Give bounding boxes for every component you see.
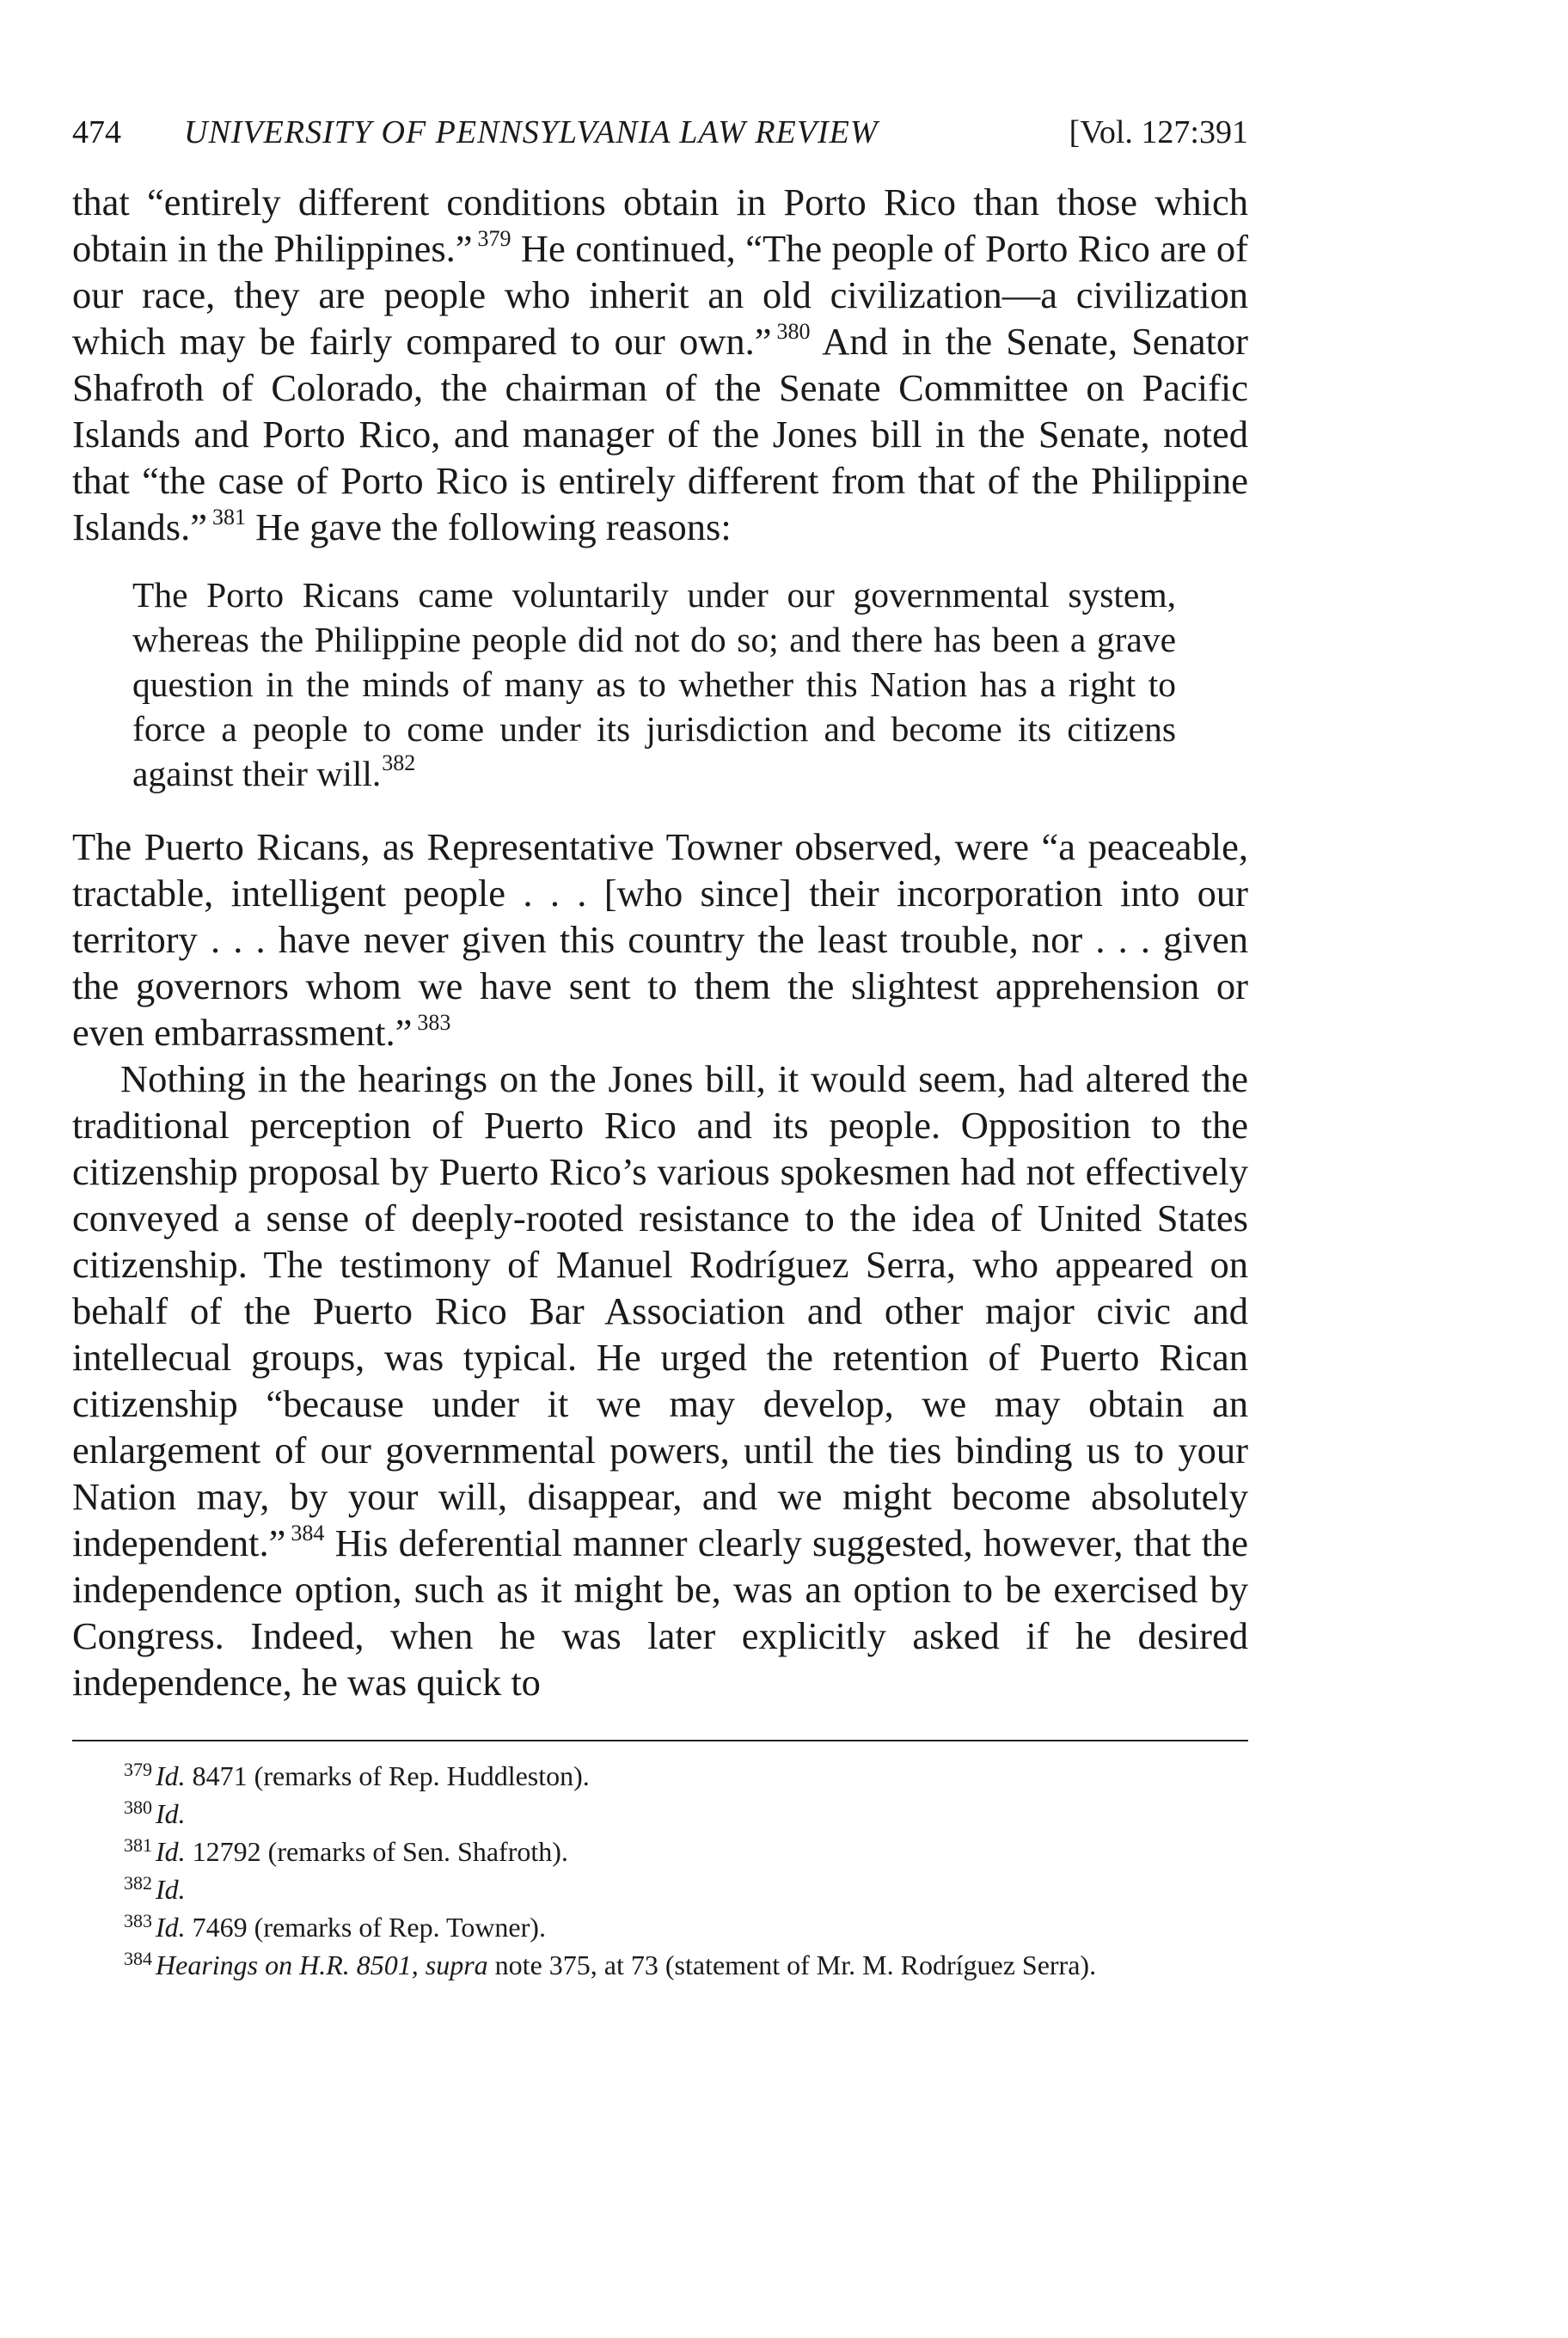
block-quote — [132, 572, 1176, 796]
volume-citation: [Vol. 127:391 — [1069, 114, 1248, 150]
footnote-ref-382[interactable]: 382 — [382, 750, 416, 775]
paragraph-1-text-d: He gave the following reasons: — [255, 505, 732, 548]
footnote-text: 8471 (remarks of Rep. Huddleston). — [185, 1760, 590, 1791]
running-head — [72, 112, 1248, 153]
footnote-italic: Id. — [156, 1760, 186, 1791]
footnote-text: 12792 (remarks of Sen. Shafroth). — [185, 1836, 568, 1867]
footnote-divider — [72, 1740, 1248, 1741]
paragraph-1-text-a: that “entirely different conditions obtain in Porto Rico than those which obtain in the Philippines.” — [72, 181, 1248, 270]
footnote-text: note 375, at 73 (statement of Mr. M. Rodríguez Serra). — [487, 1949, 1097, 1980]
page-number: 474 — [72, 114, 121, 150]
footnote-italic: Id. — [156, 1874, 186, 1905]
block-quote-text: The Porto Ricans came voluntarily under our governmental system, whereas the Philippine people did not do so; and there has been a grave question in the minds of many as to whether this Nation has a right to force a people to come under its jurisdiction and become its citizens against their will. — [132, 575, 1176, 793]
footnote-384 — [72, 1946, 1248, 1984]
footnote-text: 7469 (remarks of Rep. Towner). — [185, 1912, 546, 1943]
footnote-383 — [72, 1908, 1248, 1946]
footnote-number: 381 — [124, 1834, 152, 1856]
footnote-381 — [72, 1833, 1248, 1870]
paragraph-1-text-c: And in the Senate, Senator Shafroth of Colorado, the chairman of the Senate Committee on Pacific Islands and Porto Rico, and manager of the Jones bill in the Senate, noted that “the case of Porto Rico is entirely different from that of the Philippine Islands.” — [72, 320, 1249, 548]
footnote-italic: Id. — [156, 1798, 186, 1829]
footnote-ref-381[interactable]: 381 — [211, 504, 246, 529]
paragraph-3 — [72, 1056, 1248, 1705]
footnote-number: 382 — [124, 1872, 152, 1894]
paragraph-1 — [72, 179, 1248, 550]
page — [72, 112, 1248, 1984]
footnote-italic: Id. — [156, 1912, 186, 1943]
footnotes — [72, 1757, 1248, 1984]
footnote-ref-384[interactable]: 384 — [291, 1520, 325, 1545]
footnote-number: 383 — [124, 1910, 152, 1931]
footnote-ref-380[interactable]: 380 — [776, 318, 811, 344]
footnote-number: 384 — [124, 1948, 152, 1969]
footnote-382 — [72, 1870, 1248, 1908]
footnote-number: 379 — [124, 1759, 152, 1780]
paragraph-2 — [72, 823, 1248, 1056]
footnote-italic: Hearings on H.R. 8501, supra — [156, 1949, 488, 1980]
journal-title: UNIVERSITY OF PENNSYLVANIA LAW REVIEW — [184, 114, 879, 150]
paragraph-1-text-b: He continued, “The people of Porto Rico are of our race, they are people who inherit an old civilization—a civilization which may be fairly compared to our own.” — [72, 227, 1249, 363]
footnote-ref-383[interactable]: 383 — [417, 1009, 451, 1035]
footnote-ref-379[interactable]: 379 — [477, 225, 511, 251]
footnote-italic: Id. — [156, 1836, 186, 1867]
footnote-number: 380 — [124, 1796, 152, 1818]
footnote-379 — [72, 1757, 1248, 1795]
paragraph-3-text-b: His deferential manner clearly suggested, however, that the independence option, such as it might be, was an option to be exercised by Congress. Indeed, when he was later explicitly asked if he desired independence, he was quick to — [72, 1521, 1248, 1704]
paragraph-2-text: The Puerto Ricans, as Representative Towner observed, were “a peaceable, tractable, intelligent people . . . [who since] their incorporation into our territory . . . have never given this country the least trouble, nor . . . given the governors whom we have sent to them the slightest apprehension or even embarrassment.” — [72, 825, 1248, 1054]
footnote-380 — [72, 1795, 1248, 1833]
paragraph-3-text-a: Nothing in the hearings on the Jones bill, it would seem, had altered the traditional perception of Puerto Rico and its people. Opposition to the citizenship proposal by Puerto Rico’s various spokesmen had not effectively conveyed a sense of deeply-rooted resistance to the idea of United States citizenship. The testimony of Manuel Rodríguez Serra, who appeared on behalf of the Puerto Rico Bar Association and other major civic and intellecual groups, was typical. He urged the retention of Puerto Rican citizenship “because under it we may develop, we may obtain an enlargement of our governmental powers, until the ties binding us to your Nation may, by your will, disappear, and we might become absolutely independent.” — [72, 1057, 1248, 1564]
